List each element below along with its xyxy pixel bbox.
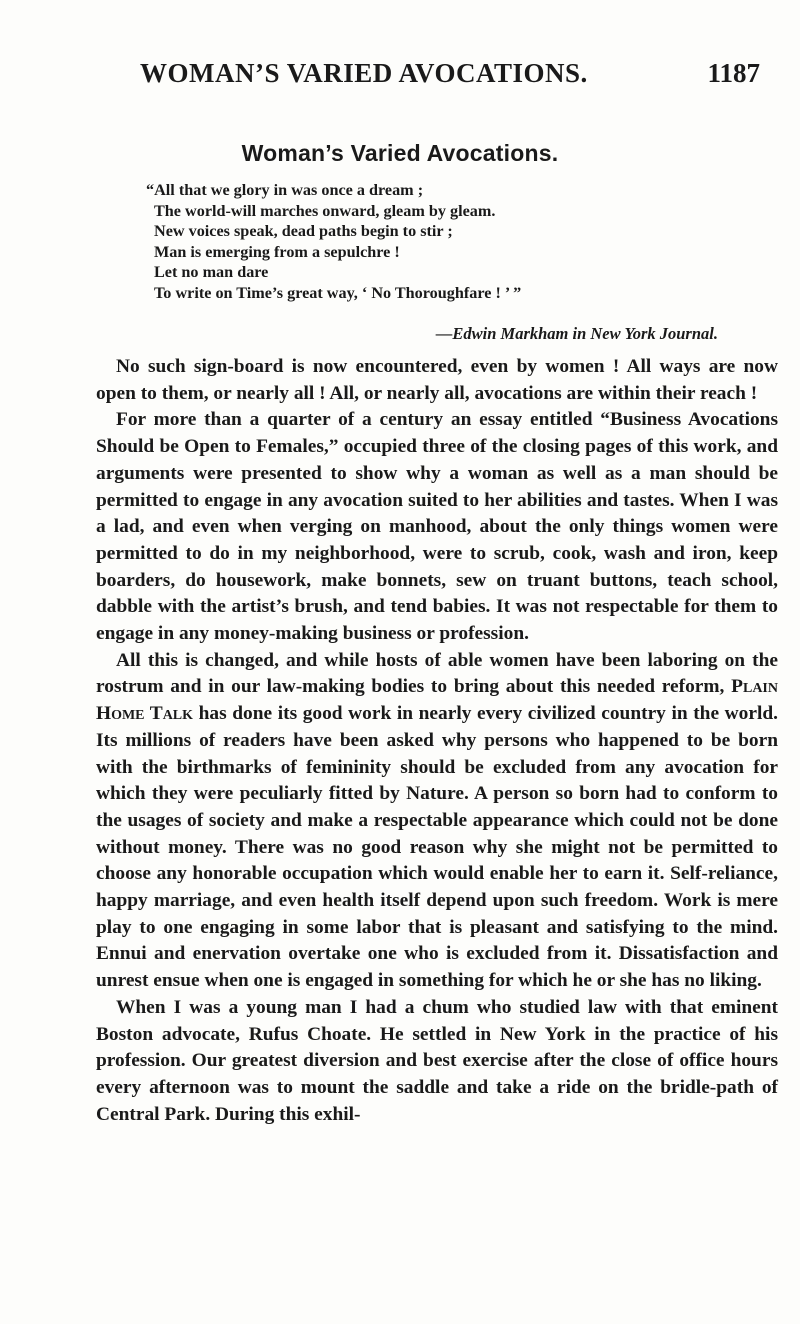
chapter-title: Woman’s Varied Avocations. [241,140,559,166]
running-title: WOMAN’S VARIED AVOCATIONS. [140,58,588,88]
poem-line: Let no man dare [154,263,269,282]
body-text [96,354,778,1128]
epigraph-poem [146,180,766,304]
epigraph-attribution: —Edwin Markham in New York Journal. [435,324,718,343]
running-head [140,58,760,94]
page-number: 1187 [707,58,760,88]
paragraph-text: has done its good work in nearly every civilized country in the world. Its millions of readers have been asked why persons who happened to be born with the birthmarks of femininity should be excluded from any avocation for which they were peculiarly fitted by Nature. A person so born had to conform to the usages of society and make a respectable appearance which could not be done without money. There was no good reason why she might not be permitted to choose any honorable occupation which would enable her to earn it. Self-reliance, happy marriage, and even health itself depend upon such freedom. Work is mere play to one engaging in some labor that is pleasant and satisfying to the mind. Ennui and enervation overtake one who is excluded from it. Dissatisfaction and unrest ensue when one is engaged in something for which he or she has no liking. [96,703,778,992]
poem-line: Man is emerging from a sepulchre ! [154,242,400,261]
poem-line: The world-will marches onward, gleam by gleam. [154,201,496,220]
paragraph: When I was a young man I had a chum who studied law with that eminent Boston advocate, Rufus Choate. He settled in New York in the practice of his profession. Our greatest diversion and best exercise after the close of office hours every afternoon was to mount the saddle and take a ride on the bridle-path of Central Park. During this exhil- [96,996,778,1125]
paragraph-text: All this is changed, and while hosts of able women have been laboring on the rostrum and in our law-making bodies to bring about this needed reform, [96,649,778,698]
paragraph [96,648,778,995]
poem-line: “All that we glory in was once a dream ; [146,181,424,199]
poem-line: To write on Time’s great way, ‘ No Thoroughfare ! ’ ” [154,283,522,302]
poem-line: New voices speak, dead paths begin to stir ; [154,222,453,241]
book-title-small-caps: Plain Home Talk [96,676,778,725]
paragraph: No such sign-board is now encountered, even by women ! All ways are now open to them, or nearly all ! All, or nearly all, avocations are within their reach ! [96,356,778,404]
paragraph: For more than a quarter of a century an essay entitled “Business Avocations Should be Open to Females,” occupied three of the closing pages of this work, and arguments were presented to show why a woman as well as a man should be permitted to engage in any avocation suited to her abilities and tastes. When I was a lad, and even when verging on manhood, about the only things women were permitted to do in my neighborhood, were to scrub, cook, wash and iron, keep boarders, do housework, make bonnets, sew on truant buttons, teach school, dabble with the artist’s brush, and tend babies. It was not respectable for them to engage in any money-making business or profession. [96,409,778,645]
